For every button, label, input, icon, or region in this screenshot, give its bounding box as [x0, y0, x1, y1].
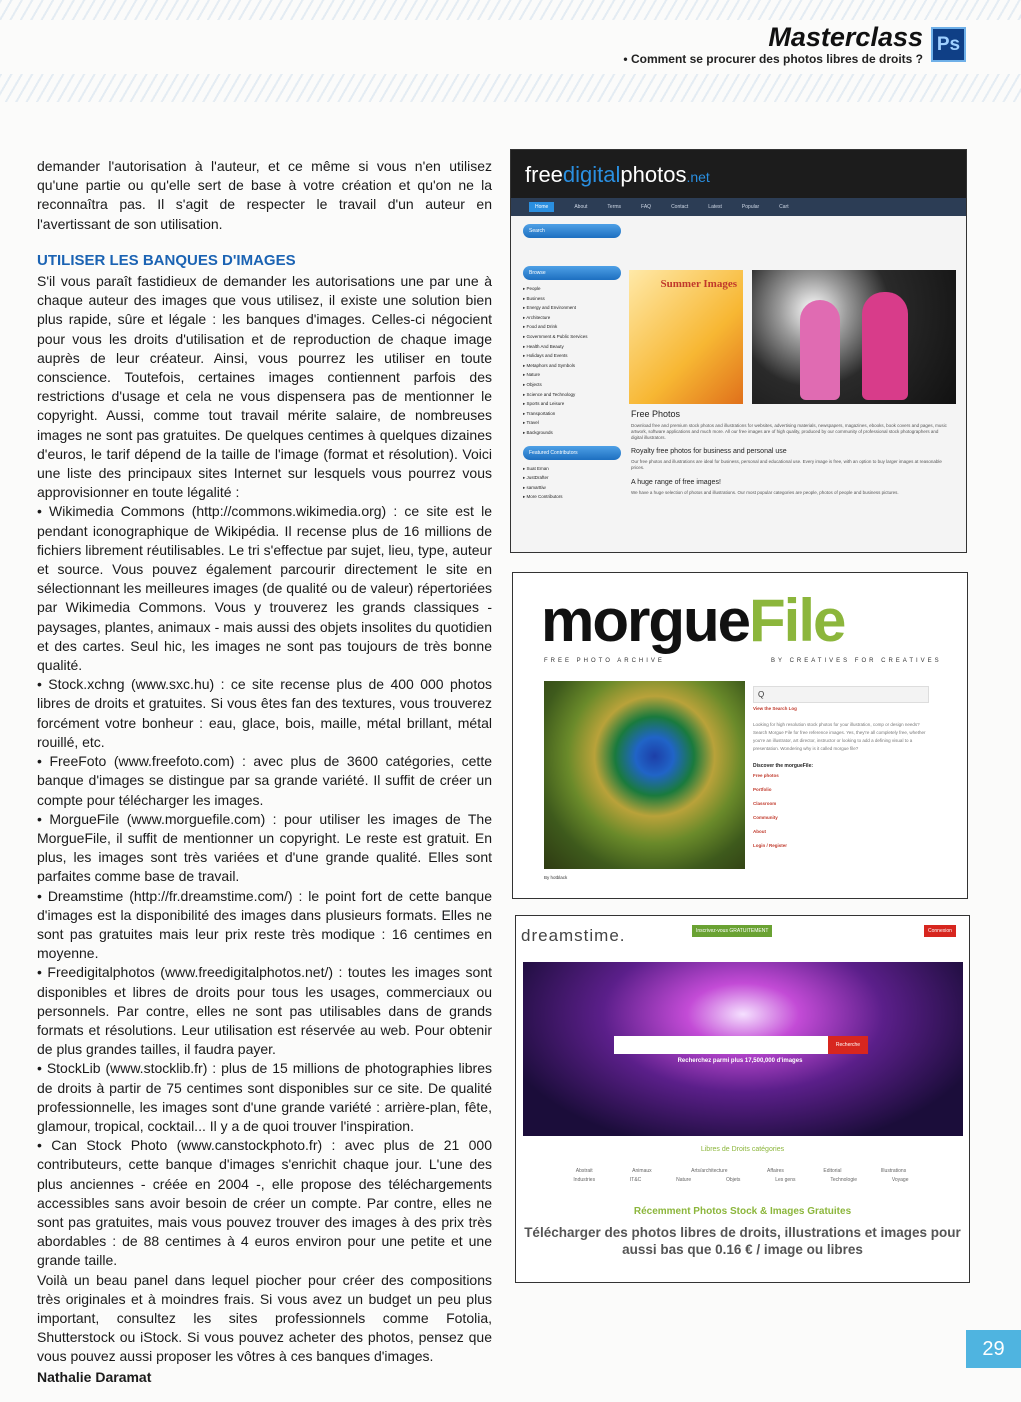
fdp-nav-latest[interactable]: Latest — [708, 204, 722, 210]
mf-link-portfolio[interactable]: Portfolio — [753, 787, 772, 792]
ds-category[interactable]: Industries — [573, 1177, 596, 1183]
fdp-topbar — [511, 150, 966, 198]
ds-category[interactable]: Technologie — [830, 1177, 857, 1183]
ds-category[interactable]: Les gens — [775, 1177, 796, 1183]
ds-category[interactable]: IT&C — [629, 1177, 642, 1183]
fdp-category[interactable]: ▸ Food and Drink — [523, 322, 621, 332]
fdp-text: Our free photos and illustrations are ideal for business, personal and educational use. Every image is free, with an option to buy larger images at reasonable prices. — [631, 459, 942, 470]
fdp-category[interactable]: ▸ Nature — [523, 370, 621, 380]
fdp-category[interactable]: ▸ Science and Technology — [523, 390, 621, 400]
article-conclusion: Voilà un beau panel dans lequel piocher pour créer des compositions très originales et à moindres frais. Si vous avez un budget un peu plus important, consultez les sites professionnels comme Fotolia, Shutterstock ou iStock. Si vous pouvez acheter des photos, pensez que vous pouvez aussi proposer les vôtres à ces banques d'images. — [37, 1271, 492, 1365]
fdp-category[interactable]: ▸ Health And Beauty — [523, 342, 621, 352]
mf-link-community[interactable]: Community — [753, 815, 778, 820]
fdp-category-list — [523, 284, 621, 438]
fdp-logo-part: digital — [562, 162, 621, 187]
ds-categories-row — [556, 1168, 926, 1174]
section-title: Masterclass — [768, 22, 923, 52]
fdp-nav-about[interactable]: About — [574, 204, 588, 210]
ds-category[interactable]: Illustrations — [880, 1168, 907, 1174]
freedigitalphotos-screenshot — [510, 149, 967, 553]
fdp-text: Download free and premium stock photos and illustrations for websites, advertising materials, newspapers, magazines, ebooks, book covers and pages, music artwork, software applications and much more. All our free images are of high quality, produced by our community of professional stock photographers and digital illustrators. — [631, 423, 947, 440]
ds-category[interactable]: Editorial — [823, 1168, 842, 1174]
fdp-logo-part: free — [525, 162, 563, 187]
dreamstime-screenshot — [515, 915, 970, 1283]
header-stripe-top — [0, 0, 1021, 20]
fdp-nav-cart[interactable]: Cart — [779, 204, 789, 210]
ds-category[interactable]: Arts/architecture — [691, 1168, 728, 1174]
ds-categories-title: Libres de Droits catégories — [700, 1146, 785, 1153]
morguefile-logo — [541, 589, 844, 653]
fdp-browse-pill: Browse — [523, 266, 621, 280]
fdp-party-photo[interactable] — [752, 270, 956, 404]
mf-link-about[interactable]: About — [753, 829, 766, 834]
list-item-dreamstime: • Dreamstime (http://fr.dreamstime.com/) : le point fort de cette banque d'images est la disponibilité des images dans plusieurs formats. Elles ne sont pas gratuites mais leur prix reste très modique : 16 centimes en moyenne. — [37, 887, 492, 962]
ds-search-button[interactable]: Recherche — [828, 1036, 868, 1054]
fdp-nav-faq[interactable]: FAQ — [641, 204, 652, 210]
ds-search-caption: Recherchez parmi plus 17,500,000 d'images — [677, 1058, 803, 1064]
ds-recent-heading: Récemment Photos Stock & Images Gratuites — [633, 1206, 852, 1217]
mf-tagline-left: FREE PHOTO ARCHIVE — [544, 658, 665, 664]
morguefile-screenshot — [512, 572, 968, 899]
fdp-category[interactable]: ▸ Government & Public Services — [523, 332, 621, 342]
ds-category[interactable]: Voyage — [891, 1177, 909, 1183]
mf-photo-credit[interactable]: By hotblack — [544, 875, 568, 880]
fdp-logo — [525, 162, 710, 188]
fdp-category[interactable]: ▸ Objects — [523, 380, 621, 390]
fdp-summer-banner[interactable] — [629, 270, 743, 404]
mf-link-login[interactable]: Login / Register — [753, 843, 788, 848]
ds-tagline: Télécharger des photos libres de droits, illustrations et images pour aussi bas que 0.16 € / image ou libres — [524, 1225, 961, 1257]
fdp-summer-text: Summer Images — [660, 278, 737, 290]
fdp-heading-range: A huge range of free images! — [631, 479, 721, 486]
list-item-stocklib: • StockLib (www.stocklib.fr) : plus de 15 millions de photographies libres de droits à partir de 75 centimes sont disponibles sur ce site. De qualité professionnelle, les images sont d'une grande variété : arrière-plan, fête, glamour, tropical, cocktail... Il y a de quoi trouver l'inspiration. — [37, 1060, 492, 1134]
fdp-nav-popular[interactable]: Popular — [741, 204, 760, 210]
fdp-nav — [511, 198, 966, 216]
ds-category[interactable]: Affaires — [767, 1168, 784, 1174]
fdp-nav-contact[interactable]: Contact — [671, 204, 689, 210]
mf-logo-part: File — [749, 587, 845, 654]
fdp-category[interactable]: ▸ Holidays and Events — [523, 351, 621, 361]
fdp-category[interactable]: ▸ Sports and Leisure — [523, 399, 621, 409]
mf-discover-heading: Discover the morgueFile: — [753, 763, 814, 769]
fdp-category[interactable]: ▸ Business — [523, 294, 621, 304]
fdp-category[interactable]: ▸ Energy and Environment — [523, 303, 621, 313]
fdp-nav-home[interactable]: Home — [529, 202, 554, 212]
article-body — [37, 157, 492, 1387]
mf-peacock-photo[interactable] — [544, 681, 745, 869]
list-item-canstock: • Can Stock Photo (www.canstockphoto.fr) : avec plus de 21 000 contributeurs, cette banque d'images s'enrichit chaque jour. L'une des plus anciennes - créée en 2004 -, elle propose des téléchargements accessibles sans avoir besoin de créer un compte. Par contre, elles ne sont pas gratuites, mais vous pouvez trouver des images à des prix très abordables : de 88 centimes à 4 euros environ pour une petite et une grande taille. — [37, 1137, 492, 1269]
fdp-sidebar — [523, 224, 621, 510]
ds-login-button[interactable]: Connexion — [924, 925, 956, 937]
fdp-contributor[interactable]: ▸ JustDrafter — [523, 473, 621, 483]
search-icon: Q — [758, 690, 765, 699]
fdp-heading-royalty: Royalty free photos for business and personal use — [631, 448, 787, 455]
fdp-nav-terms[interactable]: Terms — [607, 204, 622, 210]
fdp-category[interactable]: ▸ Transportation — [523, 409, 621, 419]
mf-link-free-photos[interactable]: Free photos — [753, 773, 779, 778]
mf-search-input[interactable] — [753, 686, 929, 703]
fdp-text: We have a huge selection of photos and illustrations. Our most popular categories are people, photos of people and business pictures. — [631, 490, 899, 495]
list-item-freedigitalphotos: • Freedigitalphotos (www.freedigitalphotos.net/) : toutes les images sont disponibles et libres de droits pour tous les usages, commerciaux ou personnels. Par contre, elles ne sont pas utilisables dans de grands formats et résolutions. Leur utilisation est réservée au web. Pour obtenir de plus grandes tailles, il faudra payer. — [37, 964, 492, 1058]
list-item-freefoto: • FreeFoto (www.freefoto.com) : avec plus de 3600 catégories, cette banque d'images se distingue par sa grande variété. Il suffit de créer un compte pour télécharger les images. — [37, 753, 492, 808]
fdp-logo-part: .net — [686, 169, 710, 185]
fdp-heading-free-photos: Free Photos — [631, 409, 681, 419]
photoshop-logo: Ps — [931, 27, 966, 62]
fdp-category[interactable]: ▸ Backgrounds — [523, 428, 621, 438]
page-number: 29 — [966, 1330, 1021, 1368]
fdp-contributor[interactable]: ▸ More Contributors — [523, 492, 621, 502]
fdp-contributor[interactable]: ▸ Suat Eman — [523, 464, 621, 474]
fdp-category[interactable]: ▸ Architecture — [523, 313, 621, 323]
article-paragraph: S'il vous paraît fastidieux de demander les autorisations une par une à chaque auteur des images que vous utilisez, il existe une solution bien plus rapide, sûre et légale : les banques d'images. Celles-ci négocient pour vous les droits d'utilisation et de reproduction de chaque image auprès de leur créateur. Ainsi, vous pourrez les utiliser en toute conscience. Toutefois, certaines images contiennent parfois des restrictions d'usage et cela ne vous dispensera pas de mentionner le copyright. Aussi, comme tout travail mérite salaire, de nombreuses images ne sont pas gratuites. De quelques centimes à quelques dizaines d'euros, le tarif dépend de la taille de l'image (format et résolution). Voici une liste des principaux sites Internet sur lesquels vous pourrez vous approvisionner en toute légalité : — [37, 273, 492, 501]
list-item-wikimedia: • Wikimedia Commons (http://commons.wikimedia.org) : ce site est le pendant iconographique de Wikipédia. Il recense plus de 16 millions de fichiers librement réutilisables. Le tri s'effectue par sujet, lieu, type, auteur et source. Vous pouvez également parcourir directement le site en sélectionnant les meilleures images (de qualité ou de valeur) répertoriées par Wikimedia Commons. Vous y trouverez les grands classiques - paysages, plantes, animaux - mais aussi des objets insolites du quotidien et des cartes. Seul hic, les images ne sont pas toujours de très bonne qualité. — [37, 503, 492, 674]
list-item-morguefile: • MorgueFile (www.morguefile.com) : pour utiliser les images de The MorgueFile, il suffit de mentionner un copyright. Le reste est gratuit. En plus, les images sont très variées et d'une grande qualité. Elles sont parfaites comme base de travail. — [37, 810, 492, 885]
mf-view-log-link[interactable]: View the Search Log — [753, 706, 797, 711]
article-author: Nathalie Daramat — [37, 1368, 152, 1385]
ds-category[interactable]: Nature — [676, 1177, 692, 1183]
fdp-category[interactable]: ▸ People — [523, 284, 621, 294]
mf-sidebar — [753, 686, 929, 853]
fdp-category[interactable]: ▸ Travel — [523, 418, 621, 428]
article-section-heading: UTILISER LES BANQUES D'IMAGES — [37, 251, 296, 269]
fdp-contributor[interactable]: ▸ samarttiw — [523, 483, 621, 493]
mf-logo-part: morgue — [541, 587, 750, 654]
mf-link-classroom[interactable]: Classroom — [753, 801, 777, 806]
ds-signup-button[interactable]: Inscrivez-vous GRATUITEMENT — [692, 925, 772, 937]
fdp-search-pill[interactable]: Search — [523, 224, 621, 238]
header-stripe-band — [0, 74, 1021, 102]
ds-category[interactable]: Abstrait — [575, 1168, 593, 1174]
ds-category[interactable]: Animaux — [632, 1168, 652, 1174]
list-item-stockxchng: • Stock.xchng (www.sxc.hu) : ce site recense plus de 400 000 photos libres de droits et gratuites. Si vous êtes fan des textures, vous trouverez forcément votre bonheur : eau, glace, bois, maille, métal brillant, métal rouillé, etc. — [37, 676, 492, 750]
mf-tagline-right: BY CREATIVES FOR CREATIVES — [771, 658, 942, 664]
ds-category[interactable]: Objets — [725, 1177, 741, 1183]
fdp-category[interactable]: ▸ Metaphors and Symbols — [523, 361, 621, 371]
dreamstime-logo: dreamstime. — [521, 926, 626, 945]
mf-description: Looking for high resolution stock photos for your illustration, comp or design needs? Search Morgue File for free reference images. Yes, they're all completely free, whether you're an illustrator, art director, instructor or looking to add a defining visual to a presentation. Wondering why is it called morgue file? — [753, 722, 926, 751]
section-subtitle: • Comment se procurer des photos libres de droits ? — [623, 52, 923, 66]
fdp-contributor-list — [523, 464, 621, 502]
ds-categories-row — [556, 1177, 926, 1183]
fdp-featured-pill: Featured Contributors — [523, 446, 621, 460]
article-intro: demander l'autorisation à l'auteur, et ce même si vous n'en utilisez qu'une partie ou qu'elle sert de base à votre création et qu'on ne la reconnaîtra pas. Il s'agit de respecter le travail d'un auteur en l'avertissant de son utilisation. — [37, 158, 492, 232]
fdp-logo-part: photos — [620, 162, 687, 187]
